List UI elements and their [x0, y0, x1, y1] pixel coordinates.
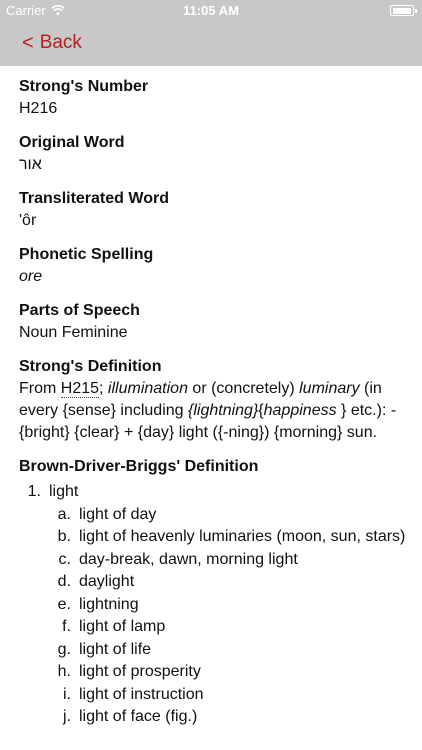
- sub-item-letter: a.: [57, 505, 71, 523]
- sub-item-text: lightning: [79, 595, 139, 613]
- bdb-item-text: light: [49, 483, 79, 500]
- sub-item-letter: b.: [57, 528, 71, 545]
- bdb-sub-item: [49, 549, 408, 572]
- sub-item-text: light of day: [79, 505, 157, 523]
- strongs-definition-heading: Strong's Definition: [19, 358, 162, 375]
- sub-item-letter: j.: [63, 708, 71, 725]
- strongs-number-section: [19, 76, 408, 120]
- strongs-definition-text: [19, 378, 408, 444]
- navigation-bar: [0, 22, 422, 66]
- transliterated-word-value: 'ôr: [19, 212, 37, 229]
- definition-text-4: {: [258, 402, 264, 419]
- sub-item-letter: g.: [57, 640, 71, 658]
- entry-content: [19, 76, 408, 741]
- strongs-number-value: H216: [19, 100, 58, 117]
- strongs-reference-link[interactable]: H215: [60, 380, 100, 397]
- parts-of-speech-section: [19, 300, 408, 344]
- sub-item-letter: f.: [62, 618, 71, 635]
- sub-item-text: light of life: [79, 640, 152, 658]
- sub-item-text: light of lamp: [79, 618, 166, 635]
- bdb-sub-item: [49, 594, 408, 617]
- bdb-sub-item: [49, 684, 408, 707]
- sub-item-text: light of face (fig.): [79, 708, 198, 725]
- strongs-definition-section: [19, 356, 408, 444]
- sub-item-letter: d.: [57, 573, 71, 590]
- parts-of-speech-heading: Parts of Speech: [19, 302, 140, 319]
- bdb-sub-item: [49, 661, 408, 684]
- sub-item-text: light of instruction: [79, 685, 204, 703]
- carrier-label: Carrier: [6, 3, 46, 18]
- status-bar: [0, 0, 422, 22]
- definition-from: From: [19, 380, 61, 397]
- parts-of-speech-value: Noun Feminine: [19, 324, 128, 341]
- original-word-heading: Original Word: [19, 134, 125, 151]
- sub-item-text: day-break, dawn, morning light: [79, 550, 298, 568]
- bdb-sub-item: [49, 526, 408, 549]
- sub-item-text: daylight: [79, 573, 135, 590]
- bdb-sub-item: [49, 639, 408, 662]
- sub-item-letter: h.: [57, 663, 71, 680]
- back-button[interactable]: [22, 32, 82, 54]
- bdb-item: [19, 481, 408, 729]
- original-word-section: [19, 132, 408, 176]
- definition-italic-1: illumination: [107, 380, 188, 397]
- phonetic-spelling-section: [19, 244, 408, 288]
- back-label: Back: [39, 32, 82, 53]
- definition-text-2: or (concretely): [187, 380, 300, 397]
- original-word-value: אור: [19, 156, 42, 173]
- strongs-number-heading: Strong's Number: [19, 78, 149, 95]
- transliterated-word-heading: Transliterated Word: [19, 190, 169, 207]
- sub-item-letter: c.: [58, 550, 71, 568]
- bdb-sub-item: [49, 571, 408, 594]
- battery-level: [393, 8, 411, 14]
- sub-item-letter: i.: [63, 685, 71, 703]
- sub-item-text: light of prosperity: [79, 663, 201, 680]
- definition-text-1: ;: [99, 380, 108, 397]
- sub-item-text: light of heavenly luminaries (moon, sun, stars): [79, 528, 406, 545]
- bdb-sub-list: [49, 504, 408, 729]
- bdb-sub-item: [49, 706, 408, 729]
- bdb-sub-item: [49, 616, 408, 639]
- chevron-left-icon: <: [22, 32, 34, 54]
- definition-text-5: } etc.): - {bright} {clear} + {day} light ({-ning}) {morning} sun.: [19, 402, 397, 441]
- bdb-definition-heading: Brown-Driver-Briggs' Definition: [19, 458, 259, 475]
- definition-text-3: (in every {sense} including: [19, 380, 382, 419]
- bdb-sub-item: [49, 504, 408, 527]
- definition-italic-3: {lightning}: [188, 402, 259, 419]
- definition-italic-4: happiness: [263, 402, 337, 419]
- bdb-item-number: 1.: [27, 483, 41, 500]
- phonetic-spelling-value: ore: [19, 268, 43, 285]
- bdb-definition-section: [19, 456, 408, 729]
- phonetic-spelling-heading: Phonetic Spelling: [19, 246, 154, 263]
- battery-icon: [390, 5, 414, 16]
- bdb-definition-list: [19, 481, 408, 729]
- sub-item-letter: e.: [57, 595, 71, 613]
- definition-italic-2: luminary: [299, 380, 360, 397]
- status-time: 11:05 AM: [183, 3, 239, 18]
- transliterated-word-section: [19, 188, 408, 232]
